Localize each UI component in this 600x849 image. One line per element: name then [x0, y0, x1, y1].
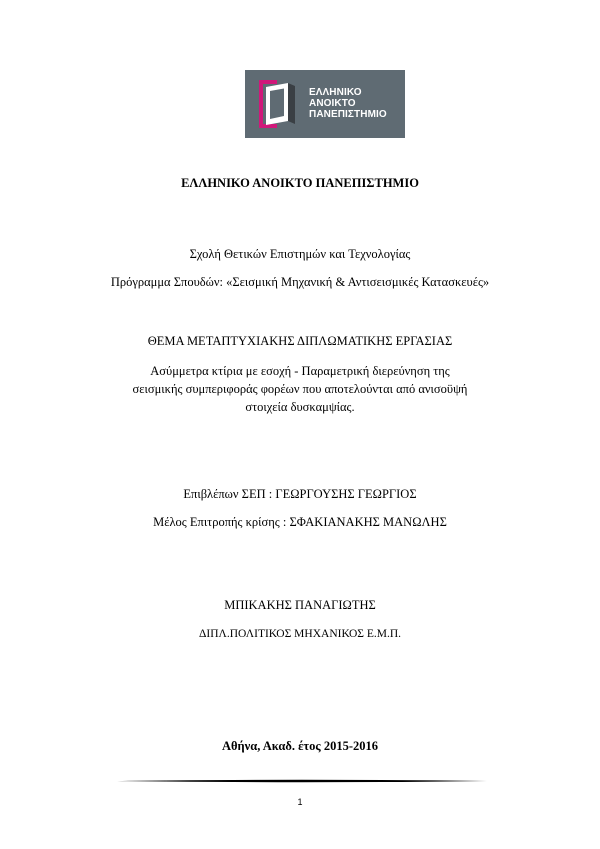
open-book-logo-icon	[257, 78, 301, 130]
logo-wordmark	[309, 87, 387, 120]
footer-divider	[117, 779, 487, 783]
logo-line-3: ΠΑΝΕΠΙΣΤΗΜΙΟ	[309, 109, 387, 120]
thesis-heading: ΘΕΜΑ ΜΕΤΑΠΤΥΧΙΑΚΗΣ ΔΙΠΛΩΜΑΤΙΚΗΣ ΕΡΓΑΣΙΑΣ	[147, 334, 453, 348]
university-title: ΕΛΛΗΝΙΚΟ ΑΝΟΙΚΤΟ ΠΑΝΕΠΙΣΤΗΜΙΟ	[181, 176, 419, 190]
logo-line-1: ΕΛΛΗΝΙΚΟ	[309, 87, 362, 98]
logo-line-2: ΑΝΟΙΚΤΟ	[309, 98, 356, 109]
university-logo	[245, 70, 405, 138]
page-number: 1	[297, 797, 303, 807]
supervisor: Επιβλέπων ΣΕΠ : ΓΕΩΡΓΟΥΣΗΣ ΓΕΩΡΓΙΟΣ	[183, 487, 417, 501]
committee-member: Μέλος Επιτροπής κρίσης : ΣΦΑΚΙΑΝΑΚΗΣ ΜΑΝΩΛΗΣ	[153, 515, 447, 529]
school-name: Σχολή Θετικών Επιστημών και Τεχνολογίας	[189, 247, 411, 261]
place-date: Αθήνα, Ακαδ. έτος 2015-2016	[221, 739, 378, 753]
program-name: Πρόγραμμα Σπουδών: «Σεισμική Μηχανική & Αντισεισμικές Κατασκευές»	[110, 275, 490, 289]
thesis-title-line-3: στοιχεία δυσκαμψίας.	[245, 400, 355, 414]
author-degree: ΔΙΠΛ.ΠΟΛΙΤΙΚΟΣ ΜΗΧΑΝΙΚΟΣ Ε.Μ.Π.	[198, 628, 402, 640]
author-name: ΜΠΙΚΑΚΗΣ ΠΑΝΑΓΙΩΤΗΣ	[224, 598, 376, 612]
thesis-title-line-2: σεισμικής συμπεριφοράς φορέων που αποτελούνται από ανισοϋψή	[132, 382, 468, 396]
thesis-title-line-1: Ασύμμετρα κτίρια με εσοχή - Παραμετρική διερεύνηση της	[150, 364, 450, 378]
